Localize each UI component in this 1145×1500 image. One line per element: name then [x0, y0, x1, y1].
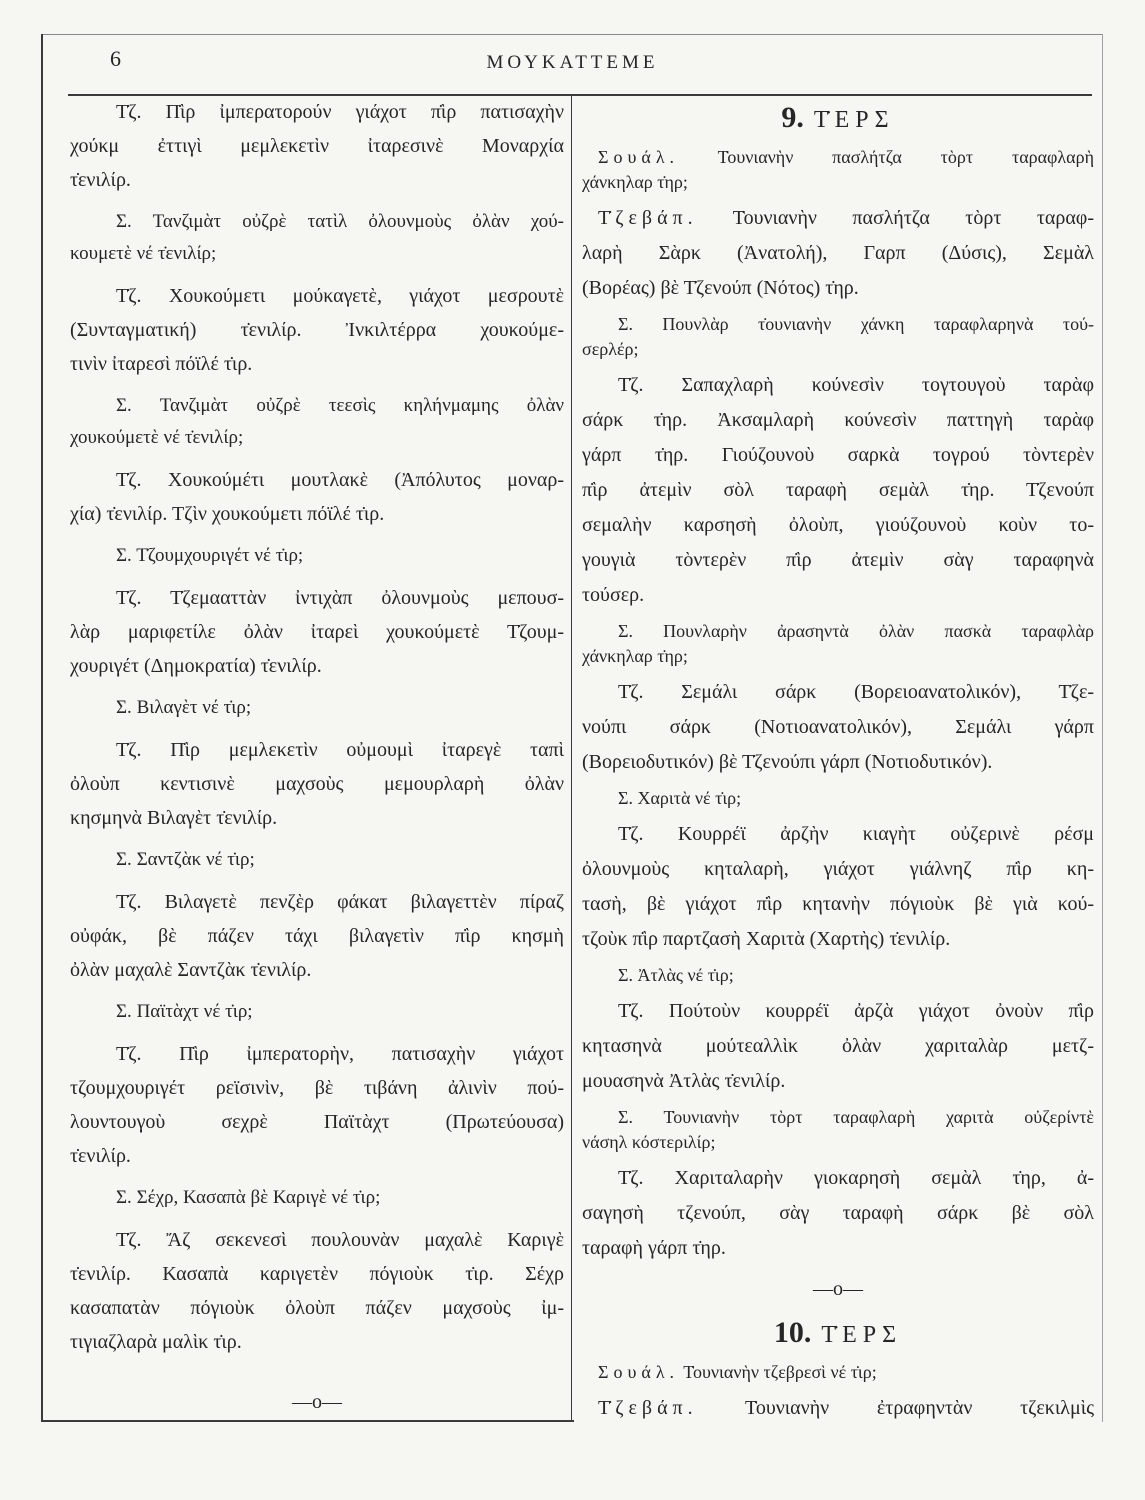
text-line — [70, 885, 564, 919]
answer-paragraph — [70, 279, 564, 381]
line-text: χάνκηλαρ τ̇ηρ; — [582, 646, 688, 666]
question-paragraph — [582, 145, 1094, 195]
text-line — [582, 368, 1094, 403]
text-line — [70, 313, 564, 347]
question-label: Σ. — [116, 697, 132, 718]
text-line — [70, 95, 564, 129]
line-text: Τ̇ζουμχουριγέτ νέ τ̇ιρ; — [136, 545, 304, 566]
text-line — [70, 347, 564, 381]
text-line — [582, 922, 1094, 957]
question-label: Σουάλ. — [598, 147, 680, 167]
text-line — [70, 129, 564, 163]
text-line — [582, 236, 1094, 271]
line-text: νάσηλ κόστεριλίρ; — [582, 1132, 716, 1152]
frame-bottom-border — [41, 1420, 574, 1422]
text-line — [70, 1257, 564, 1291]
answer-paragraph — [582, 1391, 1094, 1426]
question-label: Σ. — [116, 849, 132, 870]
line-text: χούκμ ἐττιγὶ μεμλεκετὶν ἰταρεσινὲ Μοναρχία — [70, 135, 564, 157]
line-text: Χαριταλαρὴν γιοκαρησὴ σεμὰλ τ̇ηρ, ἀ- — [674, 1167, 1094, 1189]
question-label: Σ. — [116, 211, 132, 232]
answer-label: Τ̇ζ. — [618, 823, 644, 845]
text-line — [70, 238, 564, 270]
frame-left-border — [41, 34, 43, 1422]
line-text: ὀλουνμοὺς κηταλαρὴ, γιάχοτ γιάλνηζ π̇ὶρ κη- — [582, 858, 1094, 880]
text-line — [582, 994, 1094, 1029]
line-text: λὰρ μαριφετίλε ὀλὰν ἰταρεὶ χουκούμετὲ Τ̇ζουμ- — [70, 621, 564, 643]
text-line — [70, 801, 564, 835]
lesson-word: Τ̇ΕΡΣ — [813, 107, 895, 133]
text-line — [582, 543, 1094, 578]
line-text: χουριγέτ (Δημοκρατία) τ̇ενιλίρ. — [70, 655, 322, 677]
line-text: Χουκούμέτι μουτλακὲ (Ἀπόλυτος μοναρ- — [167, 469, 564, 491]
text-line — [70, 1071, 564, 1105]
lesson-number: 10. — [773, 1316, 812, 1349]
text-line — [70, 163, 564, 197]
text-line — [582, 403, 1094, 438]
question-paragraph — [582, 963, 1094, 988]
line-text: Σέχρ, Κασαπὰ βὲ Καριγὲ νέ τ̇ιρ; — [136, 1187, 381, 1208]
text-line — [582, 817, 1094, 852]
column-divider — [571, 96, 572, 1422]
text-line — [70, 919, 564, 953]
answer-paragraph — [582, 1161, 1094, 1266]
answer-label: Τ̇ζ. — [618, 1000, 644, 1022]
text-line — [582, 1161, 1094, 1196]
line-text: Πουνλαρὴν ἀρασηντὰ ὀλὰν πασκὰ ταραφλὰρ — [663, 621, 1095, 641]
line-text: Τ̇ουνιανὴν ἐτραφηντὰν τζεκιλμὶς — [745, 1397, 1094, 1419]
answer-label: Τ̇ζ. — [116, 891, 142, 913]
lesson-heading — [582, 97, 1094, 139]
question-paragraph — [70, 390, 564, 454]
text-line — [582, 1029, 1094, 1064]
question-label: Σ. — [116, 545, 132, 566]
text-line — [70, 1037, 564, 1071]
question-paragraph — [70, 692, 564, 724]
line-text: Π̇ὶρ ἰμπερατορούν γιάχοτ π̇ὶρ πατισαχὴν — [165, 101, 565, 123]
text-line — [70, 844, 564, 876]
question-label: Σ. — [618, 1107, 633, 1127]
text-line — [70, 463, 564, 497]
text-line — [582, 1360, 1094, 1385]
running-title: ΜΟΥΚΑΤΤΕΜΕ — [486, 52, 659, 73]
line-text: τ̇ενιλίρ. Κασαπὰ καριγετὲν πόγιοὺκ τ̇ιρ. Σέχρ — [70, 1263, 564, 1285]
text-line — [70, 996, 564, 1028]
question-paragraph — [70, 206, 564, 270]
frame-right-border — [1102, 34, 1103, 1422]
text-line — [70, 767, 564, 801]
answer-paragraph — [582, 675, 1094, 780]
answer-label: Τ̇ζ. — [116, 587, 142, 609]
text-line — [70, 953, 564, 987]
line-text: τιγιαζλαρὰ μαλὶκ τ̇ιρ. — [70, 1331, 242, 1353]
text-line — [582, 312, 1094, 337]
text-line — [582, 887, 1094, 922]
text-line — [70, 1139, 564, 1173]
line-text: Τ̇ουνιανὴν τὸρτ ταραφλαρὴ χαριτὰ οὐζερίντὲ — [663, 1107, 1094, 1127]
text-line — [582, 619, 1094, 644]
question-label: Σ. — [116, 1001, 132, 1022]
line-text: σεμαλὴν καρσησὴ ὀλοὺπ, γιούζουνοὺ κοὺν το- — [582, 514, 1094, 536]
question-label: Σ. — [618, 788, 633, 808]
line-text: π̇ὶρ ἀτεμὶν σὸλ ταραφὴ σεμὰλ τ̇ηρ. Τ̇ζενούπ — [582, 479, 1094, 501]
text-line — [582, 271, 1094, 306]
question-label: Σουάλ. — [598, 1362, 680, 1382]
answer-paragraph — [582, 368, 1094, 613]
line-text: τζουμχουριγέτ ρεϊσινὶν, βὲ τιβάνη ἀλινὶν πού- — [70, 1077, 564, 1099]
line-text: γουγιὰ τὸντερὲν π̇ὶρ ἀτεμὶν σὰγ ταραφηνὰ — [582, 549, 1094, 571]
question-paragraph — [582, 1360, 1094, 1385]
line-text: κησμηνὰ Βιλαγὲτ τ̇ενιλίρ. — [70, 807, 278, 829]
text-line — [70, 422, 564, 454]
answer-label: Τ̇ζ. — [116, 101, 142, 123]
question-paragraph — [582, 312, 1094, 362]
section-separator: —o— — [292, 1391, 342, 1413]
text-line — [582, 508, 1094, 543]
text-line — [582, 710, 1094, 745]
text-line — [582, 1196, 1094, 1231]
line-text: χία) τ̇ενιλίρ. Τζὶν χουκούμετι πόϊλέ τ̇ιρ. — [70, 503, 385, 525]
line-text: Ἄζ σεκενεσὶ πουλουνὰν μαχαλὲ Καριγὲ — [166, 1229, 564, 1251]
text-line — [70, 540, 564, 572]
answer-paragraph — [70, 885, 564, 987]
line-text: λουντουγοὺ σεχρὲ Παϊτὰχτ (Πρωτεύουσα) — [70, 1111, 564, 1133]
answer-label: Τ̇ζ. — [618, 374, 644, 396]
question-paragraph — [70, 540, 564, 572]
text-line — [582, 1064, 1094, 1099]
line-text: Ἀτλὰς νέ τ̇ιρ; — [637, 965, 734, 985]
text-line — [582, 438, 1094, 473]
answer-label: Τ̇ζ. — [116, 1043, 142, 1065]
text-line — [70, 497, 564, 531]
text-line — [582, 675, 1094, 710]
line-text: τζοὺκ π̇ὶρ παρτζασὴ Χαριτὰ (Χαρτὴς) τ̇ενιλίρ. — [582, 928, 951, 950]
text-line — [70, 279, 564, 313]
question-label: Σ. — [618, 314, 633, 334]
line-text: Π̇ὶρ ἰμπερατορὴν, πατισαχὴν γιάχοτ — [179, 1043, 564, 1065]
answer-paragraph — [70, 581, 564, 683]
line-text: τινὶν ἰταρεσὶ πόϊλέ τ̇ιρ. — [70, 353, 253, 375]
text-line — [582, 963, 1094, 988]
text-line — [582, 1231, 1094, 1266]
line-text: Τανζιμὰτ οὐζρὲ τατὶλ ὀλουνμοὺς ὀλὰν χού- — [152, 211, 564, 232]
answer-label: Τ̇ζ. — [618, 681, 644, 703]
question-paragraph — [70, 844, 564, 876]
text-line — [70, 206, 564, 238]
line-text: τ̇ενιλίρ. — [70, 1145, 131, 1167]
right-column — [582, 97, 1094, 1426]
line-text: ταραφὴ γάρπ τ̇ηρ. — [582, 1237, 726, 1259]
line-text: ὀλὰν μαχαλὲ Σαντζὰκ τ̇ενιλίρ. — [70, 959, 312, 981]
line-text: Σαντζὰκ νέ τ̇ιρ; — [136, 849, 255, 870]
line-text: Κουρρέϊ ἀρζὴν κιαγὴτ οὐζερινὲ ρέσμ — [677, 823, 1094, 845]
answer-paragraph — [582, 817, 1094, 957]
answer-paragraph — [70, 1223, 564, 1359]
answer-paragraph — [582, 994, 1094, 1099]
line-text: νούπι σάρκ (Νοτιοανατολικόν), Σεμάλι γάρπ — [582, 716, 1094, 738]
question-label: Σ. — [116, 395, 132, 416]
line-text: Τ̇ουνιανὴν πασλήτζα τὸρτ ταραφ- — [732, 207, 1094, 229]
text-line — [582, 1391, 1094, 1426]
line-text: σάρκ τ̇ηρ. Ἀκσαμλαρὴ κούνεσὶν παττηγὴ ταρὰφ — [582, 409, 1094, 431]
question-paragraph — [582, 1105, 1094, 1155]
text-line — [582, 1105, 1094, 1130]
text-line — [582, 578, 1094, 613]
text-line — [582, 145, 1094, 170]
lesson-word: Τ̇ΕΡΣ — [821, 1322, 903, 1348]
text-line — [70, 581, 564, 615]
line-text: τούσερ. — [582, 584, 645, 606]
question-paragraph — [582, 619, 1094, 669]
answer-label: Τ̇ζ. — [116, 739, 142, 761]
text-line — [582, 1130, 1094, 1155]
text-line — [70, 615, 564, 649]
answer-label: Τ̇ζεβάπ. — [598, 207, 698, 229]
text-line — [70, 733, 564, 767]
line-text: μουασηνὰ Ἀτλὰς τ̇ενιλίρ. — [582, 1070, 786, 1092]
frame-top-border — [41, 34, 1103, 35]
lesson-number: 9. — [781, 101, 804, 134]
line-text: κουμετὲ νέ τ̇ενιλίρ; — [70, 243, 217, 264]
line-text: χάνκηλαρ τ̇ηρ; — [582, 172, 688, 192]
answer-paragraph — [70, 95, 564, 197]
left-column — [70, 95, 564, 1419]
text-line — [70, 390, 564, 422]
line-text: Βιλαγετὲ πενζὲρ φάκατ βιλαγεττὲν πίραζ — [164, 891, 565, 913]
answer-paragraph — [70, 1037, 564, 1173]
text-line — [582, 337, 1094, 362]
text-line — [582, 644, 1094, 669]
line-text: (Βορειοδυτικόν) βὲ Τ̇ζενούπι γάρπ (Νοτιοδυτικόν). — [582, 751, 993, 773]
text-line — [582, 473, 1094, 508]
page-number: 6 — [110, 46, 121, 71]
line-text: κασαπατὰν πόγιοὺκ ὀλοὺπ πάζεν μαχσοὺς ἰμ- — [70, 1297, 564, 1319]
text-line — [582, 745, 1094, 780]
line-text: τασὴ, βὲ γιάχοτ π̇ὶρ κητανὴν πόγιοὺκ βὲ γιὰ κού- — [582, 893, 1094, 915]
line-text: Σαπαχλαρὴ κούνεσὶν τογτουγοὺ ταρὰφ — [681, 374, 1094, 396]
line-text: Π̇ὶρ μεμλεκετὶν οὐμουμὶ ἰταρεγὲ ταπὶ — [170, 739, 564, 761]
text-line — [70, 1182, 564, 1214]
line-text: Τ̇ζεμααττὰν ἰντιχὰπ ὀλουνμοὺς μεπουσ- — [170, 587, 565, 609]
text-line — [582, 201, 1094, 236]
line-text: χουκούμετὲ νέ τ̇ενιλίρ; — [70, 427, 244, 448]
answer-label: Τ̇ζ. — [618, 1167, 644, 1189]
question-label: Σ. — [618, 621, 633, 641]
line-text: σερλέρ; — [582, 339, 639, 359]
line-text: Πουνλὰρ τ̇ουνιανὴν χάνκη ταραφλαρηνὰ τού- — [662, 314, 1094, 334]
answer-paragraph — [70, 463, 564, 531]
section-separator: —o— — [813, 1278, 863, 1300]
line-text: (Βορέας) βὲ Τ̇ζενούπ (Νότος) τ̇ηρ. — [582, 277, 859, 299]
question-label: Σ. — [116, 1187, 132, 1208]
question-label: Σ. — [618, 965, 633, 985]
line-text: γάρπ τ̇ηρ. Γιούζουνοὺ σαρκὰ τογρού τὸντερὲν — [582, 444, 1094, 466]
answer-paragraph — [582, 201, 1094, 306]
line-text: οὐφάκ, βὲ πάζεν τάχι βιλαγετὶν π̇ὶρ κησμὴ — [70, 925, 564, 947]
line-text: Παϊτὰχτ νέ τ̇ιρ; — [136, 1001, 253, 1022]
line-text: Τ̇ουνιανὴν τζεβρεσὶ νέ τ̇ιρ; — [683, 1362, 877, 1382]
text-line — [70, 1223, 564, 1257]
line-text: (Συνταγματική) τ̇ενιλίρ. Ἰνκιλτέρρα χουκούμε- — [70, 319, 564, 341]
answer-label: Τ̇ζ. — [116, 469, 142, 491]
text-line — [582, 786, 1094, 811]
line-text: Τ̇ουνιανὴν πασλήτζα τὸρτ ταραφλαρὴ — [717, 147, 1094, 167]
text-line — [582, 852, 1094, 887]
line-text: Σεμάλι σάρκ (Βορειοανατολικόν), Τ̇ζε- — [681, 681, 1094, 703]
answer-label: Τ̇ζ. — [116, 285, 142, 307]
line-text: σαγησὴ τζενούπ, σὰγ ταραφὴ σάρκ βὲ σὸλ — [582, 1202, 1094, 1224]
text-line — [70, 692, 564, 724]
text-line — [582, 170, 1094, 195]
line-text: Πούτοὺν κουρρέϊ ἀρζὰ γιάχοτ ὀνοὺν π̇ὶρ — [668, 1000, 1094, 1022]
line-text: Χαριτὰ νέ τ̇ιρ; — [637, 788, 742, 808]
text-line — [70, 1105, 564, 1139]
line-text: ὀλοὺπ κεντισινὲ μαχσοὺς μεμουρλαρὴ ὀλὰν — [70, 773, 564, 795]
answer-paragraph — [70, 733, 564, 835]
text-line — [70, 1291, 564, 1325]
text-line — [70, 649, 564, 683]
answer-label: Τ̇ζ. — [116, 1229, 142, 1251]
line-text: Τανζιμὰτ οὐζρὲ τεεσὶς κηλήνμαμης ὀλὰν — [159, 395, 564, 416]
line-text: τ̇ενιλίρ. — [70, 169, 131, 191]
line-text: Χουκούμετι μούκαγετὲ, γιάχοτ μεσρουτὲ — [168, 285, 565, 307]
lesson-heading — [582, 1312, 1094, 1354]
answer-label: Τ̇ζεβάπ. — [598, 1397, 698, 1419]
line-text: λαρὴ Σὰρκ (Ἀνατολή), Γαρπ (Δύσις), Σεμὰλ — [582, 242, 1094, 264]
line-text: κητασηνὰ μούτεαλλὶκ ὀλὰν χαριταλὰρ μετζ- — [582, 1035, 1094, 1057]
question-paragraph — [70, 1182, 564, 1214]
question-paragraph — [582, 786, 1094, 811]
line-text: Βιλαγὲτ νέ τ̇ιρ; — [136, 697, 252, 718]
text-line — [70, 1325, 564, 1359]
question-paragraph — [70, 996, 564, 1028]
